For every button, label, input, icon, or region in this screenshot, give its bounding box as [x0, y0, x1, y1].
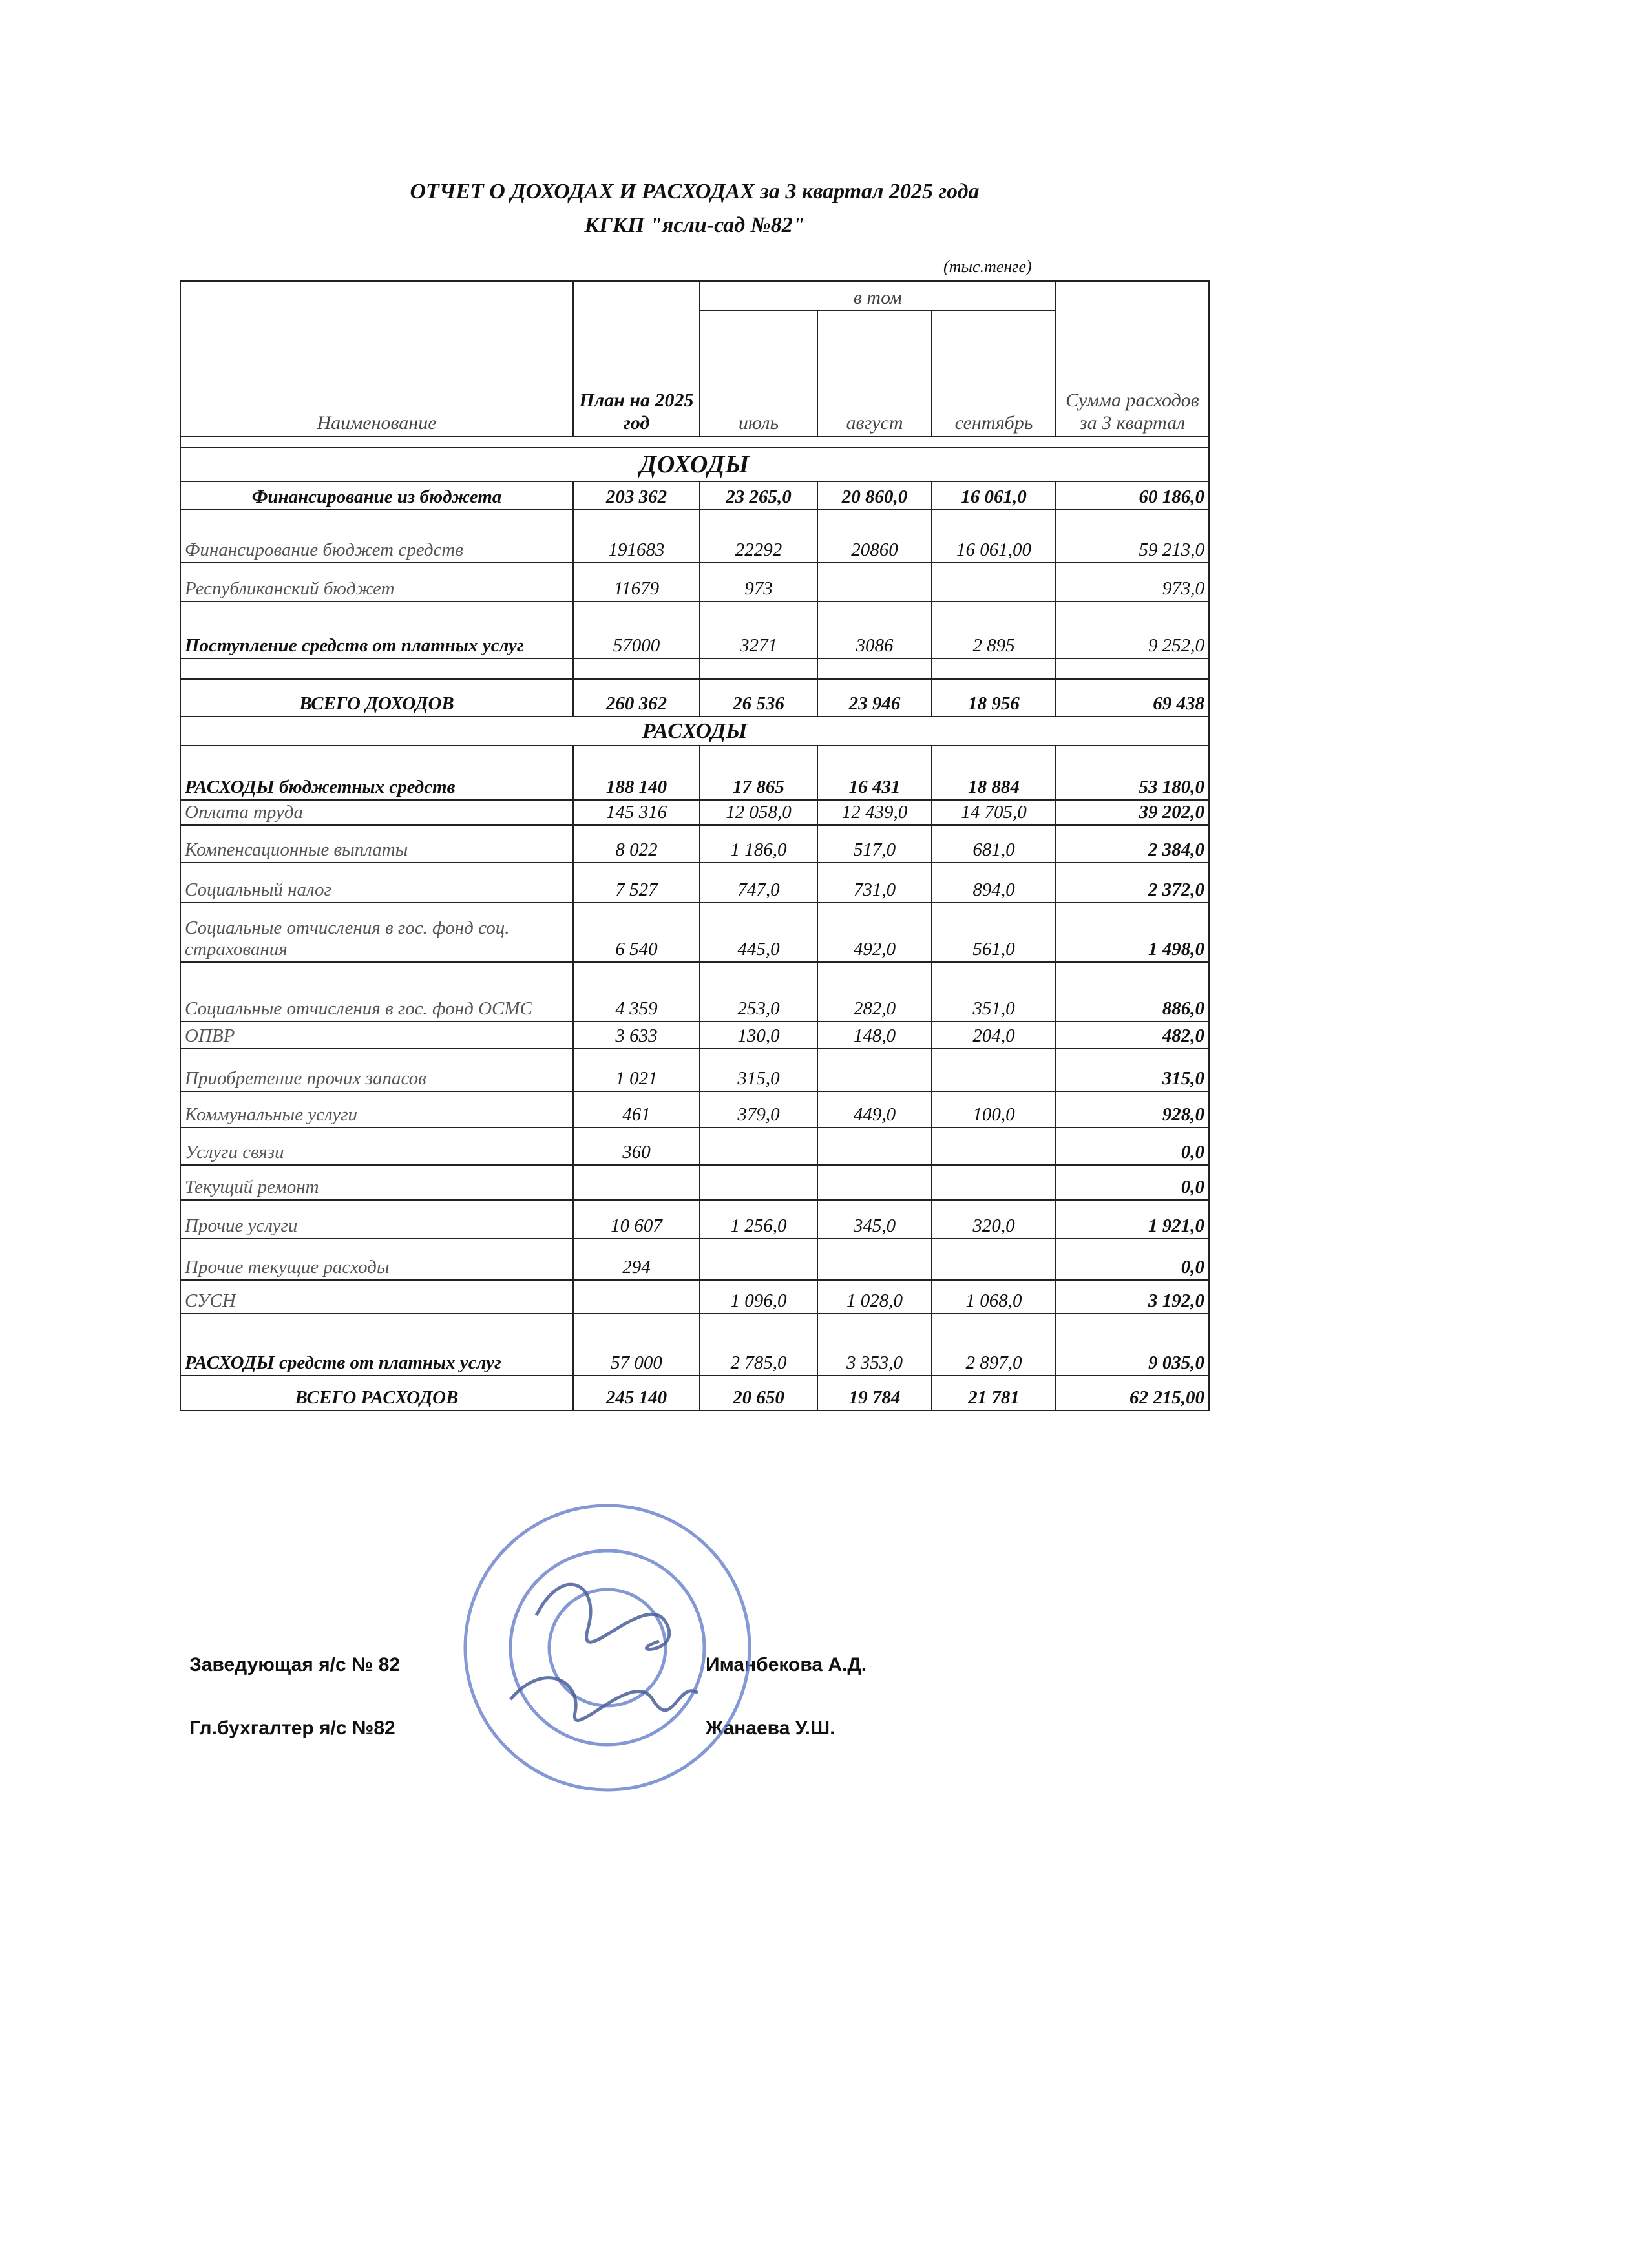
- expense-row: [180, 1049, 1209, 1091]
- cell-jul: 315,0: [700, 1049, 817, 1091]
- report-table: [180, 280, 1210, 1411]
- cell-aug: 19 784: [817, 1376, 932, 1411]
- cell-aug: 12 439,0: [817, 800, 932, 825]
- cell-sep: 894,0: [932, 863, 1056, 903]
- cell-plan: 188 140: [573, 746, 700, 800]
- expense-row: [180, 863, 1209, 903]
- cell-plan: 6 540: [573, 903, 700, 962]
- header-plan: План на 2025 год: [573, 281, 700, 436]
- row-label: Социальный налог: [180, 863, 573, 903]
- cell-total: 973,0: [1056, 563, 1209, 602]
- cell-plan: [573, 1165, 700, 1200]
- row-label: Компенсационные выплаты: [180, 825, 573, 863]
- cell-jul: [700, 658, 817, 679]
- cell-sep: [932, 1049, 1056, 1091]
- row-label: [180, 658, 573, 679]
- expense-row: [180, 1200, 1209, 1239]
- row-label: Социальные отчисления в гос. фонд ОСМС: [180, 962, 573, 1022]
- cell-total: 0,0: [1056, 1239, 1209, 1280]
- cell-aug: 3 353,0: [817, 1314, 932, 1376]
- cell-jul: 973: [700, 563, 817, 602]
- expense-section-title: РАСХОДЫ: [180, 717, 1209, 746]
- income-section-title: ДОХОДЫ: [180, 448, 1209, 481]
- cell-plan: [573, 1280, 700, 1314]
- cell-sep: 21 781: [932, 1376, 1056, 1411]
- cell-plan: 7 527: [573, 863, 700, 903]
- expense-row: [180, 903, 1209, 962]
- cell-jul: 445,0: [700, 903, 817, 962]
- cell-plan: 145 316: [573, 800, 700, 825]
- cell-jul: [700, 1128, 817, 1165]
- cell-aug: [817, 1049, 932, 1091]
- cell-jul: 1 186,0: [700, 825, 817, 863]
- cell-plan: 57 000: [573, 1314, 700, 1376]
- cell-plan: 10 607: [573, 1200, 700, 1239]
- cell-total: 315,0: [1056, 1049, 1209, 1091]
- row-label: Прочие услуги: [180, 1200, 573, 1239]
- cell-sep: 18 884: [932, 746, 1056, 800]
- cell-jul: 20 650: [700, 1376, 817, 1411]
- cell-total: 62 215,00: [1056, 1376, 1209, 1411]
- cell-sep: [932, 1128, 1056, 1165]
- row-label: ВСЕГО ДОХОДОВ: [180, 679, 573, 717]
- cell-total: 1 921,0: [1056, 1200, 1209, 1239]
- cell-sep: 2 895: [932, 602, 1056, 658]
- row-label: Финансирование из бюджета: [180, 481, 573, 510]
- row-label: Текущий ремонт: [180, 1165, 573, 1200]
- income-row: [180, 658, 1209, 679]
- head-name: Иманбекова А.Д.: [706, 1654, 867, 1675]
- cell-aug: [817, 1239, 932, 1280]
- row-label: Прочие текущие расходы: [180, 1239, 573, 1280]
- income-row: [180, 510, 1209, 563]
- cell-total: 39 202,0: [1056, 800, 1209, 825]
- cell-aug: 16 431: [817, 746, 932, 800]
- cell-total: 3 192,0: [1056, 1280, 1209, 1314]
- row-label: ОПВР: [180, 1022, 573, 1049]
- cell-plan: 461: [573, 1091, 700, 1128]
- row-label: СУСН: [180, 1280, 573, 1314]
- cell-total: 0,0: [1056, 1165, 1209, 1200]
- cell-plan: 294: [573, 1239, 700, 1280]
- cell-total: 9 035,0: [1056, 1314, 1209, 1376]
- cell-total: [1056, 658, 1209, 679]
- header-name: Наименование: [180, 281, 573, 436]
- cell-jul: 379,0: [700, 1091, 817, 1128]
- cell-total: 9 252,0: [1056, 602, 1209, 658]
- cell-total: 69 438: [1056, 679, 1209, 717]
- cell-sep: 681,0: [932, 825, 1056, 863]
- income-row: [180, 481, 1209, 510]
- row-label: Финансирование бюджет средств: [180, 510, 573, 563]
- cell-sep: 320,0: [932, 1200, 1056, 1239]
- cell-sep: 16 061,00: [932, 510, 1056, 563]
- cell-total: 1 498,0: [1056, 903, 1209, 962]
- cell-aug: [817, 1128, 932, 1165]
- expense-row: [180, 1091, 1209, 1128]
- cell-total: 2 372,0: [1056, 863, 1209, 903]
- cell-total: 2 384,0: [1056, 825, 1209, 863]
- cell-plan: 245 140: [573, 1376, 700, 1411]
- expense-row: [180, 1128, 1209, 1165]
- cell-plan: 3 633: [573, 1022, 700, 1049]
- cell-jul: 17 865: [700, 746, 817, 800]
- cell-aug: [817, 658, 932, 679]
- cell-total: 482,0: [1056, 1022, 1209, 1049]
- cell-jul: 3271: [700, 602, 817, 658]
- expense-row: [180, 1022, 1209, 1049]
- cell-plan: 57000: [573, 602, 700, 658]
- cell-sep: [932, 658, 1056, 679]
- cell-aug: [817, 1165, 932, 1200]
- cell-jul: 1 096,0: [700, 1280, 817, 1314]
- cell-total: 53 180,0: [1056, 746, 1209, 800]
- report-title: ОТЧЕТ О ДОХОДАХ И РАСХОДАХ за 3 квартал 2025 года: [410, 180, 980, 204]
- cell-aug: 282,0: [817, 962, 932, 1022]
- row-label: Поступление средств от платных услуг: [180, 602, 573, 658]
- cell-aug: 1 028,0: [817, 1280, 932, 1314]
- cell-plan: 203 362: [573, 481, 700, 510]
- cell-aug: 3086: [817, 602, 932, 658]
- cell-jul: [700, 1165, 817, 1200]
- expense-row: [180, 1239, 1209, 1280]
- cell-jul: 22292: [700, 510, 817, 563]
- cell-sep: 100,0: [932, 1091, 1056, 1128]
- cell-total: 59 213,0: [1056, 510, 1209, 563]
- row-label: Коммунальные услуги: [180, 1091, 573, 1128]
- official-stamp: [452, 1486, 762, 1809]
- expense-row: [180, 962, 1209, 1022]
- cell-total: 886,0: [1056, 962, 1209, 1022]
- accountant-name: Жанаева У.Ш.: [706, 1717, 835, 1739]
- header-total: Сумма расходов за 3 квартал: [1056, 281, 1209, 436]
- cell-aug: 148,0: [817, 1022, 932, 1049]
- cell-sep: 561,0: [932, 903, 1056, 962]
- cell-sep: [932, 1165, 1056, 1200]
- row-label: Услуги связи: [180, 1128, 573, 1165]
- expense-row: [180, 825, 1209, 863]
- expense-row: [180, 1314, 1209, 1376]
- cell-sep: 14 705,0: [932, 800, 1056, 825]
- cell-sep: 1 068,0: [932, 1280, 1056, 1314]
- cell-aug: [817, 563, 932, 602]
- cell-sep: [932, 1239, 1056, 1280]
- expense-row: [180, 1376, 1209, 1411]
- expense-row: [180, 1280, 1209, 1314]
- cell-jul: 12 058,0: [700, 800, 817, 825]
- cell-plan: 1 021: [573, 1049, 700, 1091]
- cell-plan: 260 362: [573, 679, 700, 717]
- cell-aug: 20 860,0: [817, 481, 932, 510]
- cell-aug: 20860: [817, 510, 932, 563]
- header-august: август: [817, 311, 932, 436]
- cell-total: 60 186,0: [1056, 481, 1209, 510]
- cell-plan: 4 359: [573, 962, 700, 1022]
- cell-jul: 253,0: [700, 962, 817, 1022]
- row-label: Приобретение прочих запасов: [180, 1049, 573, 1091]
- cell-jul: [700, 1239, 817, 1280]
- cell-sep: 18 956: [932, 679, 1056, 717]
- header-september: сентябрь: [932, 311, 1056, 436]
- cell-plan: 11679: [573, 563, 700, 602]
- row-label: Социальные отчисления в гос. фонд соц. страхования: [180, 903, 573, 962]
- cell-sep: 16 061,0: [932, 481, 1056, 510]
- income-row: [180, 602, 1209, 658]
- cell-plan: 360: [573, 1128, 700, 1165]
- cell-jul: 26 536: [700, 679, 817, 717]
- cell-total: 928,0: [1056, 1091, 1209, 1128]
- cell-aug: 731,0: [817, 863, 932, 903]
- row-label: РАСХОДЫ бюджетных средств: [180, 746, 573, 800]
- row-label: Оплата труда: [180, 800, 573, 825]
- income-row: [180, 563, 1209, 602]
- cell-jul: 747,0: [700, 863, 817, 903]
- header-group: в том: [700, 281, 1056, 311]
- header-july: июль: [700, 311, 817, 436]
- cell-sep: 351,0: [932, 962, 1056, 1022]
- cell-jul: 23 265,0: [700, 481, 817, 510]
- accountant-role: Гл.бухгалтер я/с №82: [189, 1717, 395, 1739]
- cell-plan: 191683: [573, 510, 700, 563]
- row-label: Республиканский бюджет: [180, 563, 573, 602]
- cell-total: 0,0: [1056, 1128, 1209, 1165]
- cell-aug: 517,0: [817, 825, 932, 863]
- report-subtitle: КГКП "ясли-сад №82": [584, 213, 805, 237]
- cell-plan: [573, 658, 700, 679]
- cell-jul: 2 785,0: [700, 1314, 817, 1376]
- cell-jul: 1 256,0: [700, 1200, 817, 1239]
- signature-scribble: [510, 1584, 698, 1720]
- row-label: ВСЕГО РАСХОДОВ: [180, 1376, 573, 1411]
- cell-aug: 23 946: [817, 679, 932, 717]
- income-row: [180, 679, 1209, 717]
- cell-sep: 204,0: [932, 1022, 1056, 1049]
- spacer-row: [180, 436, 1209, 448]
- expense-row: [180, 800, 1209, 825]
- units-label: (тыс.тенге): [943, 257, 1032, 276]
- cell-aug: 345,0: [817, 1200, 932, 1239]
- cell-plan: 8 022: [573, 825, 700, 863]
- expense-row: [180, 746, 1209, 800]
- cell-sep: 2 897,0: [932, 1314, 1056, 1376]
- cell-aug: 449,0: [817, 1091, 932, 1128]
- row-label: РАСХОДЫ средств от платных услуг: [180, 1314, 573, 1376]
- head-role: Заведующая я/с № 82: [189, 1654, 401, 1675]
- expense-row: [180, 1165, 1209, 1200]
- cell-jul: 130,0: [700, 1022, 817, 1049]
- cell-sep: [932, 563, 1056, 602]
- cell-aug: 492,0: [817, 903, 932, 962]
